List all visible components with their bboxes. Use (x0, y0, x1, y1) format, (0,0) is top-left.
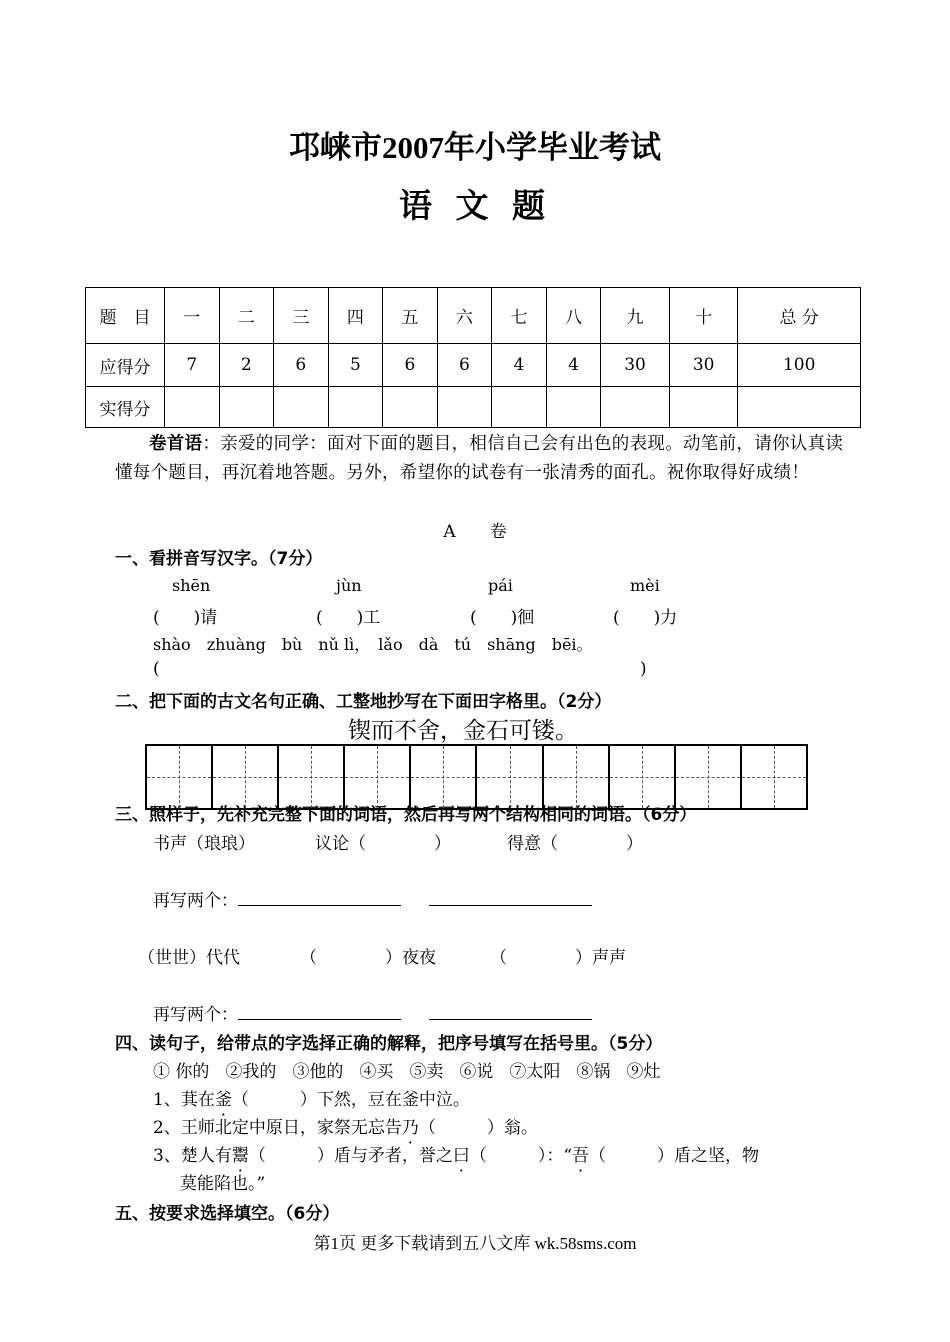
q1-close-paren: ) (640, 659, 647, 679)
grid-cell[interactable] (279, 746, 345, 808)
q3-write-two (153, 1000, 592, 1025)
expected-cell: 6 (274, 344, 329, 387)
q4-option: ⑧锅 (576, 1062, 611, 1082)
actual-score-cell[interactable] (383, 387, 438, 428)
actual-score-cell[interactable] (219, 387, 274, 428)
dotted-char: 鬻 (231, 1146, 249, 1166)
grid-cell[interactable] (213, 746, 279, 808)
expected-cell: 30 (601, 344, 670, 387)
q4-sentence-3 (153, 1141, 759, 1166)
q3-word: （世世）代代 (138, 948, 240, 968)
q4-sentence-2 (153, 1113, 538, 1138)
grid-cell[interactable] (544, 746, 610, 808)
grid-cell[interactable] (147, 746, 213, 808)
expected-cell: 4 (492, 344, 547, 387)
q4-answer-blank[interactable]: （ ）下然，豆在釜中泣。 (231, 1090, 470, 1110)
page-footer: 第1页 更多下载请到五八文库 wk.58sms.com (313, 1234, 637, 1253)
q2-quote: 锲而不舍，金石可镂。 (348, 718, 578, 744)
actual-score-cell[interactable] (274, 387, 329, 428)
expected-cell: 2 (219, 344, 274, 387)
q3-word: 书声（琅琅） (153, 834, 255, 854)
actual-score-cell[interactable] (328, 387, 383, 428)
q4-option: ⑥说 (459, 1062, 494, 1082)
q4-sentence-1 (153, 1085, 470, 1110)
q4-option: ②我的 (225, 1062, 277, 1082)
q4-option: ⑤卖 (409, 1062, 444, 1082)
q3-write-two (153, 886, 592, 911)
header-cell: 三 (274, 288, 329, 344)
dotted-char: 吾 (572, 1146, 590, 1166)
expected-cell: 5 (328, 344, 383, 387)
actual-label-cell: 实得分 (86, 387, 165, 428)
grid-cell[interactable] (411, 746, 477, 808)
q1-pinyin: pái (488, 576, 513, 595)
q4-option: ① 你的 (153, 1062, 210, 1082)
exam-title: 邛崃市2007年小学毕业考试 (289, 130, 661, 165)
q1-pinyin: mèi (630, 576, 660, 595)
expected-cell: 6 (383, 344, 438, 387)
intro-text: ：亲爱的同学：面对下面的题目，相信自己会有出色的表现。动笔前，请你认真读懂每个题目，再沉着地答题。另外，希望你的试卷有一张清秀的面孔。祝你取得好成绩！ (115, 434, 844, 483)
header-cell: 五 (383, 288, 438, 344)
score-table (85, 287, 861, 428)
expected-cell: 7 (165, 344, 220, 387)
q4-sentence-3-cont: 莫能陷也。” (180, 1174, 266, 1194)
q4-answer-blank[interactable]: （ ）盾与矛者，誉之 (248, 1146, 453, 1166)
q4-option: ③他的 (292, 1062, 344, 1082)
q1-blank[interactable]: ( )请 (153, 608, 218, 628)
actual-score-cell[interactable] (546, 387, 601, 428)
tianzige-grid (145, 744, 808, 810)
expected-cell: 100 (738, 344, 861, 387)
q4-text: 3、楚人有 (153, 1146, 232, 1166)
q2-title: 二、把下面的古文名句正确、工整地抄写在下面田字格里。（2分） (115, 692, 612, 712)
header-cell: 六 (437, 288, 492, 344)
header-cell: 一 (165, 288, 220, 344)
q3-word[interactable]: （ ）夜夜 (300, 948, 436, 968)
answer-line[interactable] (429, 887, 592, 906)
answer-line[interactable] (429, 1001, 592, 1020)
header-cell: 四 (328, 288, 383, 344)
q3-word[interactable]: 得意（ ） (507, 834, 643, 854)
q1-pinyin: jùn (336, 576, 362, 595)
q4-answer-blank[interactable]: （ ）翁。 (418, 1118, 538, 1138)
exam-subtitle: 语 文 题 (399, 186, 551, 225)
grid-cell[interactable] (742, 746, 806, 808)
grid-cell[interactable] (610, 746, 676, 808)
q4-text: 2、王师北定中原日，家祭无忘告 (153, 1118, 402, 1138)
actual-score-cell[interactable] (437, 387, 492, 428)
q4-answer-blank[interactable]: （ ）：“ (469, 1146, 573, 1166)
actual-score-cell[interactable] (492, 387, 547, 428)
actual-score-cell[interactable] (165, 387, 220, 428)
score-table-header-row (86, 288, 861, 344)
q1-blank[interactable]: ( )力 (613, 608, 678, 628)
header-cell: 题 目 (86, 288, 165, 344)
grid-cell[interactable] (345, 746, 411, 808)
grid-cell[interactable] (676, 746, 742, 808)
actual-score-cell[interactable] (669, 387, 738, 428)
header-cell: 十 (669, 288, 738, 344)
actual-score-cell[interactable] (738, 387, 861, 428)
expected-cell: 应得分 (86, 344, 165, 387)
expected-cell: 30 (669, 344, 738, 387)
intro-paragraph (115, 430, 845, 488)
q3-word[interactable]: 议论（ ） (315, 834, 451, 854)
header-cell: 二 (219, 288, 274, 344)
q3-word[interactable]: （ ）声声 (490, 948, 626, 968)
q4-option: ⑨灶 (626, 1062, 661, 1082)
q1-blank[interactable]: ( )工 (316, 608, 381, 628)
answer-line[interactable] (238, 887, 401, 906)
answer-line[interactable] (238, 1001, 401, 1020)
header-cell: 九 (601, 288, 670, 344)
dotted-char: 乃 (401, 1118, 419, 1138)
header-cell: 总 分 (738, 288, 861, 344)
grid-cell[interactable] (477, 746, 543, 808)
q1-sentence-pinyin: shào zhuàng bù nǔ lì， lǎo dà tú shāng bēi。 (153, 635, 593, 654)
header-cell: 八 (546, 288, 601, 344)
score-table-actual-row (86, 387, 861, 428)
q3-write-two-label: 再写两个： (153, 891, 238, 911)
volume-label: A 卷 (443, 522, 507, 542)
expected-cell: 4 (546, 344, 601, 387)
q1-open-paren: ( (153, 659, 160, 679)
q1-blank[interactable]: ( )徊 (470, 608, 535, 628)
q5-title: 五、按要求选择填空。（6分） (115, 1204, 340, 1224)
q4-options (153, 1057, 660, 1082)
dotted-char: 釜 (214, 1090, 232, 1110)
q1-title: 一、看拼音写汉字。（7分） (115, 549, 323, 569)
q3-title: 三、照样子，先补充完整下面的词语，然后再写两个结构相同的词语。（6分） (115, 805, 697, 825)
header-cell: 七 (492, 288, 547, 344)
intro-label: 卷首语 (149, 434, 203, 454)
q3-write-two-label: 再写两个： (153, 1005, 238, 1025)
q1-pinyin: shēn (172, 576, 211, 595)
dotted-char: 曰 (452, 1146, 470, 1166)
q4-title: 四、读句子，给带点的字选择正确的解释，把序号填写在括号里。（5分） (115, 1034, 663, 1054)
score-table-expected-row (86, 344, 861, 387)
q4-text: 1、萁在 (153, 1090, 215, 1110)
q4-answer-blank[interactable]: （ ）盾之坚，物 (589, 1146, 760, 1166)
expected-cell: 6 (437, 344, 492, 387)
actual-score-cell[interactable] (601, 387, 670, 428)
q4-option: ④买 (359, 1062, 394, 1082)
q4-option: ⑦太阳 (509, 1062, 561, 1082)
